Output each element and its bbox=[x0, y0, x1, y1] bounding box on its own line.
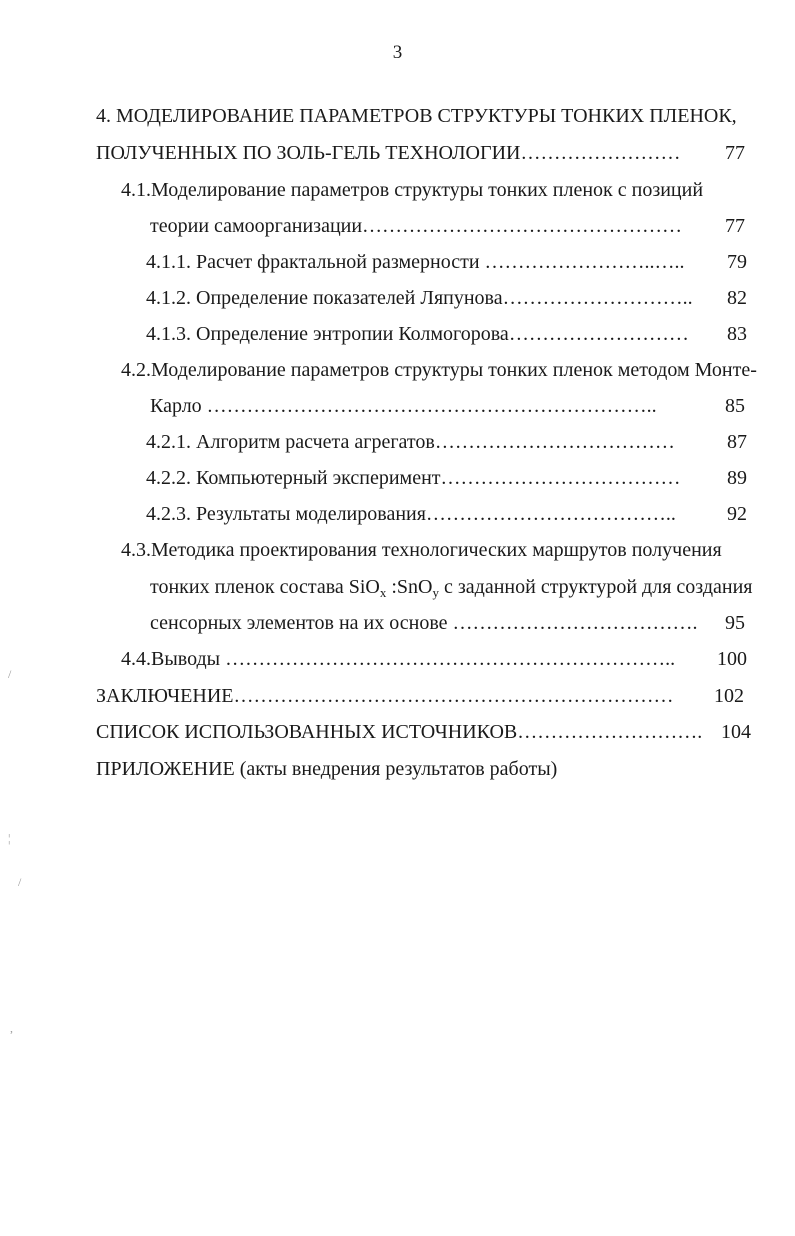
toc-chapter4-page: 77 bbox=[725, 142, 745, 164]
toc-section-4-3-line2-mid: :SnO bbox=[386, 576, 433, 598]
toc-section-4-2-2-page: 89 bbox=[727, 467, 747, 489]
toc-section-4-2-3: 4.2.3. Результаты моделирования……………………………….. bbox=[146, 503, 676, 525]
toc-section-4-1-3-page: 83 bbox=[727, 323, 747, 345]
toc-section-4-1-page: 77 bbox=[725, 215, 745, 237]
toc-section-4-2-line2: Карло ………………………………………………………….. bbox=[150, 395, 657, 417]
toc-section-4-3-line1: 4.3.Методика проектирования технологических маршрутов получения bbox=[121, 539, 722, 561]
toc-section-4-2-2: 4.2.2. Компьютерный эксперимент……………………………… bbox=[146, 467, 681, 489]
subscript-y: y bbox=[432, 585, 439, 600]
toc-section-4-3-line3: сенсорных элементов на их основе ………………………………. bbox=[150, 612, 698, 634]
toc-references-page: 104 bbox=[721, 721, 751, 743]
toc-section-4-2-1: 4.2.1. Алгоритм расчета агрегатов……………………………… bbox=[146, 431, 675, 453]
toc-references: СПИСОК ИСПОЛЬЗОВАННЫХ ИСТОЧНИКОВ………………………. bbox=[96, 721, 703, 743]
toc-section-4-1-2: 4.1.2. Определение показателей Ляпунова……………………….. bbox=[146, 287, 693, 309]
toc-section-4-4: 4.4.Выводы ………………………………………………………….. bbox=[121, 648, 676, 670]
toc-section-4-1-3: 4.1.3. Определение энтропии Колмогорова……………………… bbox=[146, 323, 689, 345]
toc-section-4-2-page: 85 bbox=[725, 395, 745, 417]
scan-mark: / bbox=[18, 875, 22, 889]
toc-conclusion: ЗАКЛЮЧЕНИЕ………………………………………………………… bbox=[96, 685, 674, 707]
scan-mark: ¦ bbox=[8, 831, 11, 845]
toc-section-4-3-page: 95 bbox=[725, 612, 745, 634]
page-number: 3 bbox=[392, 42, 403, 63]
toc-section-4-1-2-page: 82 bbox=[727, 287, 747, 309]
toc-chapter4-title-line2: ПОЛУЧЕННЫХ ПО ЗОЛЬ-ГЕЛЬ ТЕХНОЛОГИИ…………………… bbox=[96, 142, 681, 164]
toc-appendix: ПРИЛОЖЕНИЕ (акты внедрения результатов работы) bbox=[96, 758, 558, 780]
toc-section-4-2-1-page: 87 bbox=[727, 431, 747, 453]
toc-section-4-1-1-page: 79 bbox=[727, 251, 747, 273]
scan-mark: , bbox=[10, 1021, 13, 1035]
subscript-x: x bbox=[379, 585, 387, 600]
toc-section-4-2-3-page: 92 bbox=[727, 503, 747, 525]
toc-section-4-3-line2-pre: тонких пленок состава SiO bbox=[150, 576, 380, 598]
toc-section-4-3-line2-post: с заданной структурой для создания bbox=[439, 576, 753, 598]
toc-section-4-3-line2 bbox=[150, 569, 752, 605]
toc-section-4-1-line2: теории самоорганизации………………………………………… bbox=[150, 215, 683, 237]
toc-section-4-1-line1: 4.1.Моделирование параметров структуры тонких пленок с позиций bbox=[121, 179, 704, 201]
toc-section-4-2-line1: 4.2.Моделирование параметров структуры тонких пленок методом Монте- bbox=[121, 359, 757, 381]
toc-section-4-4-page: 100 bbox=[717, 648, 747, 670]
toc-section-4-1-1: 4.1.1. Расчет фрактальной размерности ……………………..….. bbox=[146, 251, 685, 273]
toc-chapter4-title-line1: 4. МОДЕЛИРОВАНИЕ ПАРАМЕТРОВ СТРУКТУРЫ ТОНКИХ ПЛЕНОК, bbox=[96, 105, 737, 127]
scan-mark: / bbox=[8, 667, 12, 681]
toc-conclusion-page: 102 bbox=[714, 685, 744, 707]
